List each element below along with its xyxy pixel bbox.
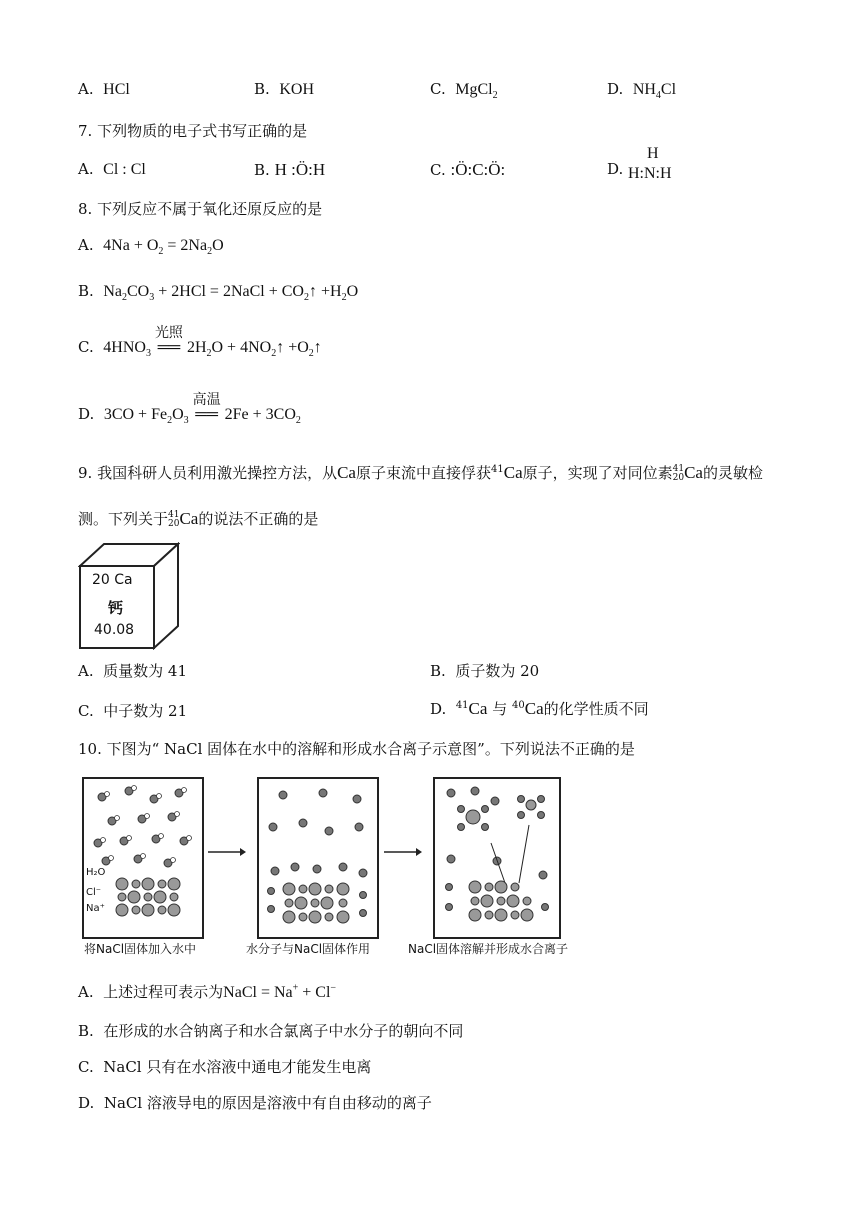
option-label: D. — [607, 80, 624, 98]
q6-option-c — [430, 80, 498, 101]
q6-option-a — [78, 80, 130, 99]
q7-option-d-top: H — [647, 145, 659, 162]
option-text: $NH_4Cl$ — [632, 81, 677, 102]
q10-option-a: A. 上述过程可表示为NaCl = Na+ + Cl− — [78, 982, 337, 1001]
q10-option-c: C. NaCl 只有在水溶液中通电才能发生电离 — [78, 1058, 372, 1076]
condition-light: 光照 — [154, 325, 183, 341]
q7-option-a: A. Cl : Cl — [78, 160, 146, 178]
label-h2o: H₂O — [86, 867, 106, 878]
diagram-panel-2 — [257, 777, 379, 939]
q7-option-b: B. H :Ö:H — [254, 160, 326, 179]
q8-option-a: A. $4Na + O_2 = 2Na_2O$ — [78, 236, 224, 258]
panel-1-caption: 将NaCl固体加入水中 — [84, 942, 197, 956]
label-na: Na⁺ — [86, 903, 105, 914]
arrow-right-icon — [382, 845, 422, 859]
panel-2-caption: 水分子与NaCl固体作用 — [246, 942, 371, 956]
diagram-panel-1 — [82, 777, 204, 939]
option-label: C. — [430, 80, 446, 98]
option-label: B. — [254, 80, 270, 98]
q9-option-a: A. 质量数为 41 — [78, 662, 188, 680]
q9-option-d: D. $^{41}$Ca 与 $^{40}$Ca的化学性质不同 — [430, 699, 649, 718]
label-cl: Cl⁻ — [86, 887, 102, 898]
option-text: MgCl$_2$ — [455, 81, 498, 102]
q10-stem: 10. 下图为“ NaCl 固体在水中的溶解和形成水合离子示意图”。下列说法不正确的是 — [78, 740, 635, 758]
q9-stem-line2: 测。下列关于41 20Ca的说法不正确的是 — [78, 509, 319, 529]
q6-option-b — [254, 80, 314, 99]
q10-option-d: D. NaCl 溶液导电的原因是溶液中有自由移动的离子 — [78, 1094, 432, 1112]
q6-option-d — [607, 80, 676, 101]
q9-option-b: B. 质子数为 20 — [430, 662, 540, 680]
water-solid-interaction — [259, 779, 377, 937]
q9-option-c: C. 中子数为 21 — [78, 702, 188, 720]
q7-stem: 7. 下列物质的电子式书写正确的是 — [78, 122, 308, 140]
option-label: A. — [78, 80, 94, 98]
q7-option-d-bottom: H:N:H — [628, 165, 672, 182]
q8-stem: 8. 下列反应不属于氧化还原反应的是 — [78, 200, 323, 218]
element-weight: 40.08 — [94, 622, 135, 638]
option-text: KOH — [279, 81, 315, 98]
element-name: 钙 — [108, 599, 124, 617]
hydrated-ions — [435, 779, 559, 937]
q7-option-d-label: D. — [607, 160, 624, 178]
q9-stem-line1: 9. 我国科研人员利用激光操控方法，从Ca原子束流中直接俘获$^{41}$Ca原子，实现了对同位素41 20Ca的灵敏检 — [78, 463, 763, 483]
q8-option-d: D. $3CO + Fe_2O_3$ 高温 ══ $2Fe + 3CO_2$ — [78, 405, 301, 426]
condition-heat: 高温 — [192, 392, 221, 408]
element-number-symbol: 20 Ca — [92, 572, 133, 588]
panel-3-caption: NaCl固体溶解并形成水合离子 — [408, 942, 569, 956]
q10-option-b: B. 在形成的水合钠离子和水合氯离子中水分子的朝向不同 — [78, 1022, 464, 1040]
arrow-right-icon — [206, 845, 246, 859]
diagram-panel-3 — [433, 777, 561, 939]
q8-option-b: B. $Na_2CO_3 + 2HCl$ = 2NaCl + $CO_2↑ +H_2O$ — [78, 282, 359, 304]
q7-option-c: C. :Ö:C:Ö: — [430, 160, 506, 179]
element-card-calcium — [78, 542, 180, 650]
q8-option-c: C. $4HNO_3$ 光照 ══ $2H_2O$ + $4NO_2↑$ $+O_2↑$ — [78, 338, 322, 359]
option-text: HCl — [103, 81, 130, 98]
